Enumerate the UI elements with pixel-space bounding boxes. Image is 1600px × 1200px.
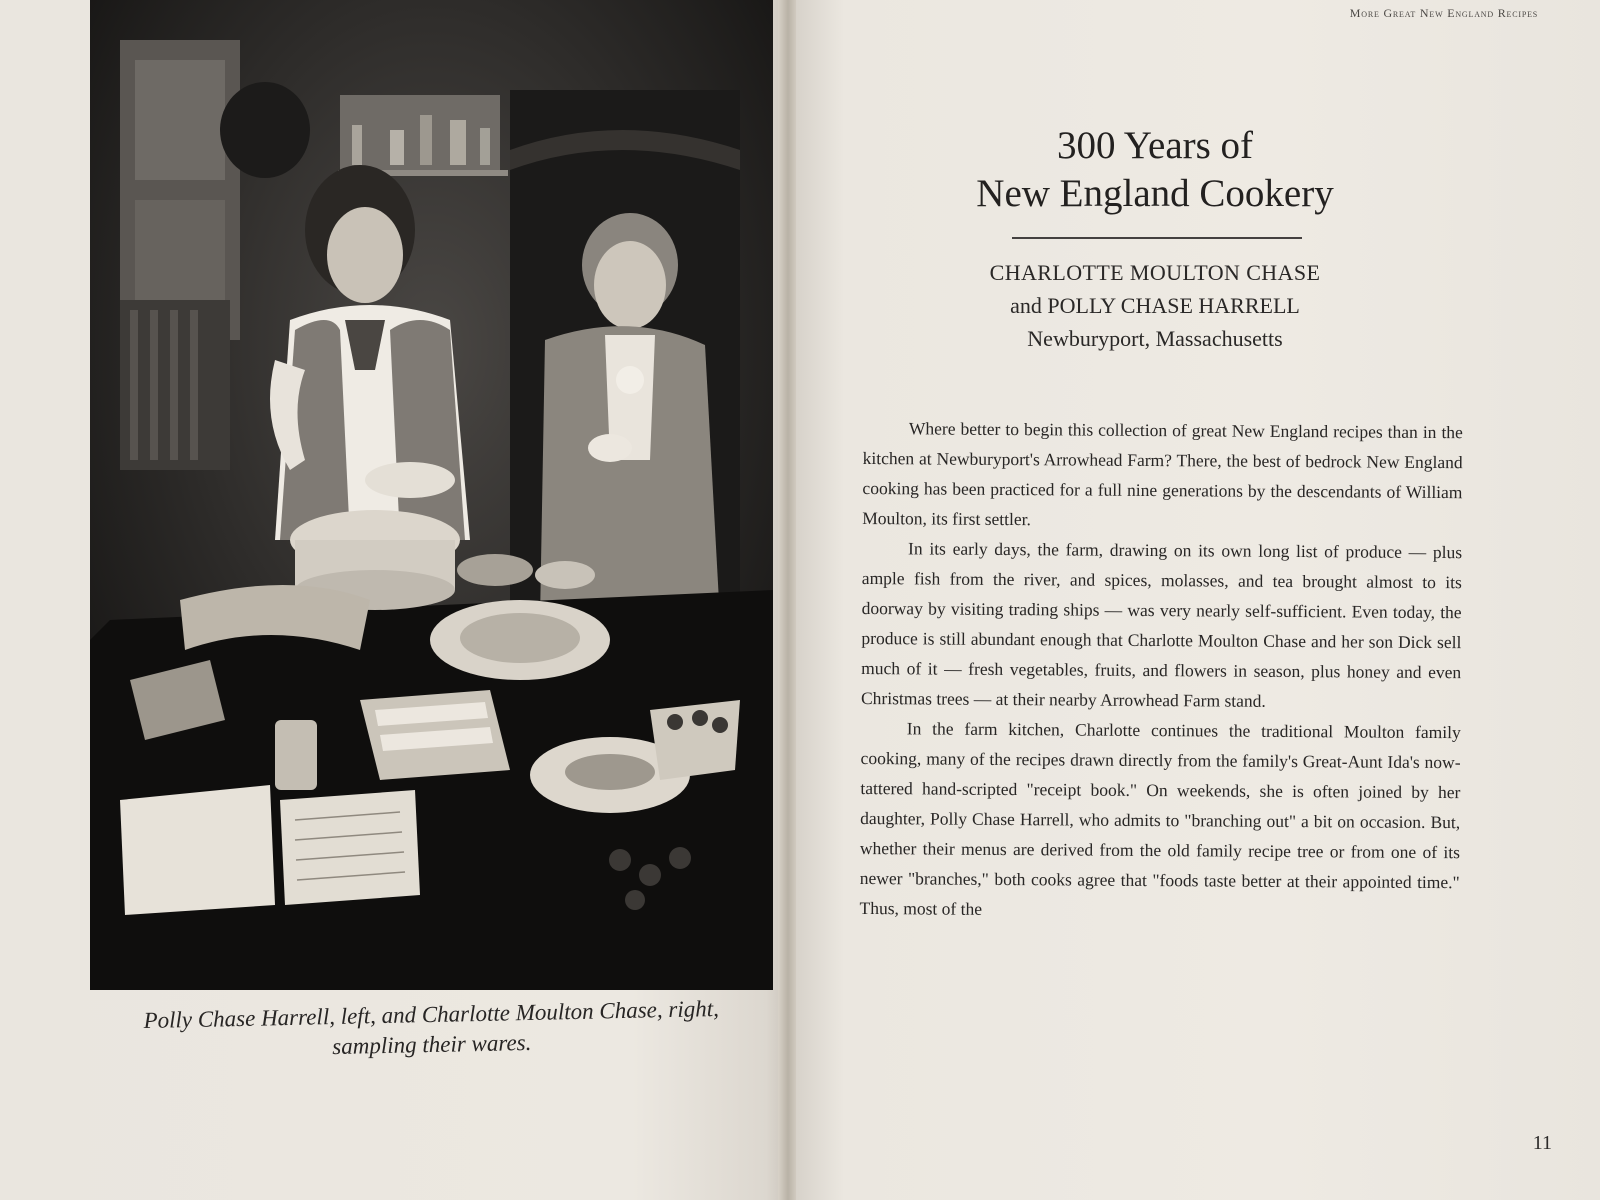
body-paragraph-3: In the farm kitchen, Charlotte continues the traditional Moulton family cooking, many of the recipes drawn directly from the family's Great-Aunt Ida's now-tattered hand-scripted "receipt book." On weekends, she is often joined by her daughter, Polly Chase Harrell, who admits to "branching out" a bit on occasion. But, whether their menus are derived from the old family recipe tree or from one of its newer "branches," both cooks agree that "foods taste better at their appointed time." Thus, most of the bbox=[859, 718, 1461, 919]
author-line-2: and POLLY CHASE HARRELL bbox=[1010, 293, 1300, 318]
left-page bbox=[0, 0, 790, 1200]
kitchen-photograph bbox=[90, 0, 773, 990]
chapter-title bbox=[940, 122, 1370, 218]
body-text bbox=[859, 413, 1463, 927]
author-byline bbox=[930, 256, 1380, 355]
body-paragraph-1: Where better to begin this collection of great New England recipes than in the kitchen at Newburyport's Arrowhead Farm? There, the best of bedrock New England cooking has been practiced for a full nine generations by the descendants of William Moulton, its first settler. bbox=[862, 418, 1463, 530]
title-divider bbox=[1012, 237, 1302, 239]
author-location: Newburyport, Massachusetts bbox=[1027, 326, 1283, 351]
body-paragraph-2: In its early days, the farm, drawing on its own long list of produce — plus ample fish from the river, and spices, molasses, and tea brought almost to its doorway by visiting trading ships — was very nearly self-sufficient. Even today, the produce is still abundant enough that Charlotte Moulton Chase and her son Dick sell much of it — fresh vegetables, fruits, and flowers in season, plus honey and even Christmas trees — at their nearby Arrowhead Farm stand. bbox=[860, 538, 1463, 711]
photo-caption-line-2: sampling their wares. bbox=[331, 1029, 532, 1060]
photo-caption-line-1: Polly Chase Harrell, left, and Charlotte Moulton Chase, right, bbox=[143, 995, 720, 1034]
photo-caption bbox=[89, 993, 773, 1067]
chapter-title-line-2: New England Cookery bbox=[976, 172, 1334, 215]
chapter-title-line-1: 300 Years of bbox=[1056, 124, 1254, 167]
book-gutter bbox=[778, 0, 798, 1200]
running-head: More Great New England Recipes bbox=[1349, 6, 1538, 20]
author-line-1: CHARLOTTE MOULTON CHASE bbox=[989, 260, 1321, 285]
page-number: 11 bbox=[1532, 1132, 1552, 1154]
